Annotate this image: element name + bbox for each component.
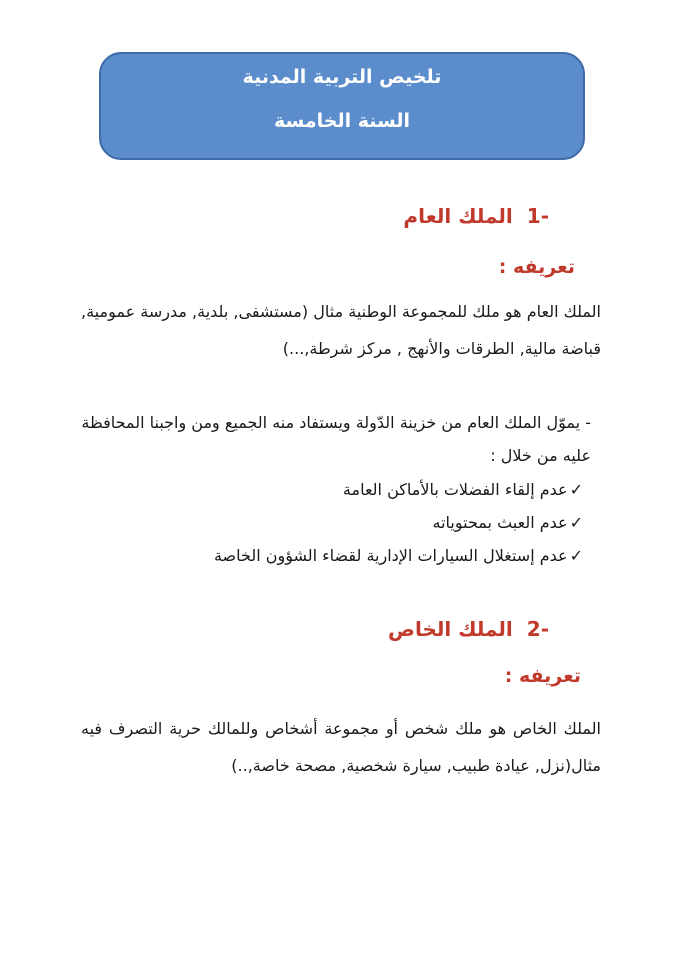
section2-heading (388, 617, 549, 641)
section2-definition-label: تعريفه : (504, 665, 581, 687)
section1-item-1: ✓عدم إلقاء الفضلات بالأماكن العامة (342, 480, 583, 499)
title-banner (99, 52, 585, 160)
section1-item-3: ✓عدم إستغلال السيارات الإدارية لقضاء الشؤون الخاصة (213, 546, 583, 565)
checkmark-icon: ✓ (569, 480, 583, 499)
section2-number: -2 (526, 617, 549, 641)
section2-definition-text: الملك الخاص هو ملك شخص أو مجموعة أشخاص وللمالك حرية التصرف فيه مثال(نزل, عيادة طبيب, سيارة شخصية, مصحة خاصة,..) (81, 719, 601, 775)
section1-number: -1 (526, 204, 549, 228)
section1-title: الملك العام (403, 204, 513, 228)
section1-heading (403, 204, 549, 228)
section1-funding-text: - يموّل الملك العام من خزينة الدّولة ويستفاد منه الجميع ومن واجبنا المحافظة عليه من خلال : (81, 413, 591, 465)
grade-level: السنة الخامسة (274, 110, 410, 132)
section2-title: الملك الخاص (388, 617, 513, 641)
document-title: تلخيص التربية المدنية (242, 66, 442, 88)
checkmark-icon: ✓ (569, 513, 583, 532)
section1-definition-label: تعريفه : (498, 256, 575, 278)
checkmark-icon: ✓ (569, 546, 583, 565)
section1-item-2: ✓عدم العبث بمحتوياته (432, 513, 583, 532)
section1-definition-text: الملك العام هو ملك للمجموعة الوطنية مثال (مستشفى, بلدية, مدرسة عمومية, قباضة مالية, الطرقات والأنهج , مركز شرطة,...) (81, 302, 601, 358)
